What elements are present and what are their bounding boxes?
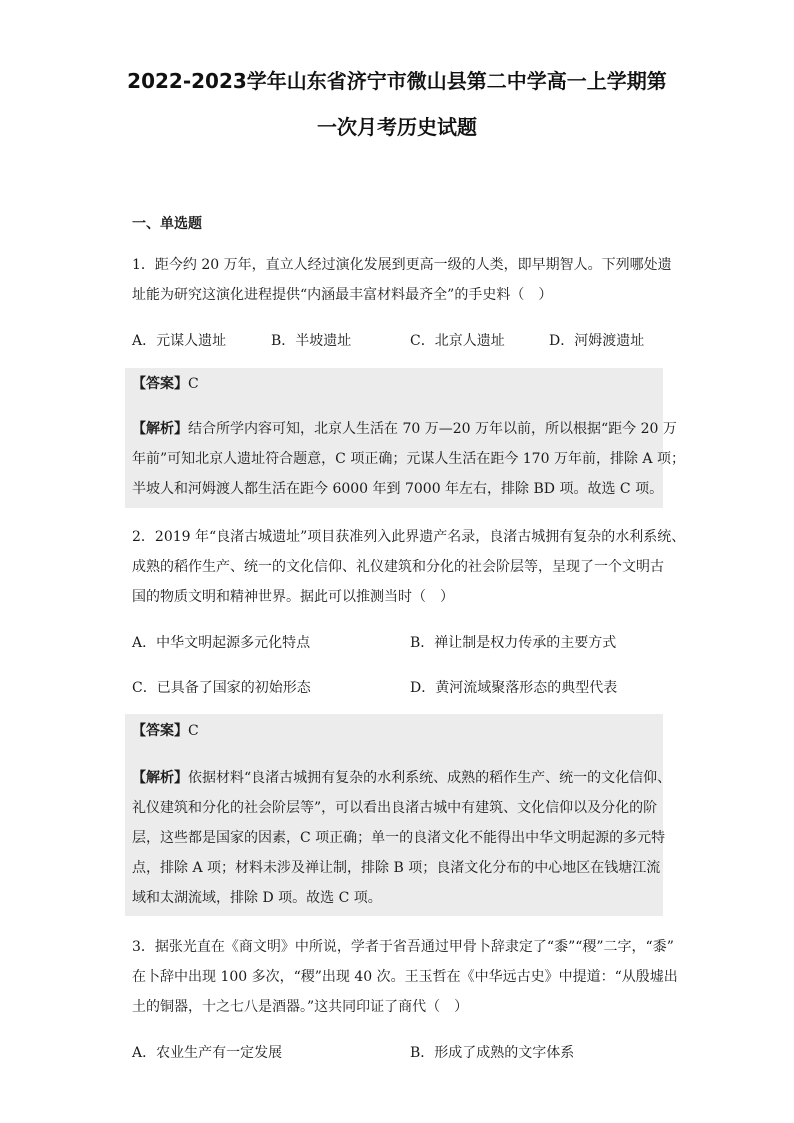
- question-3-stem: [132, 932, 678, 1022]
- question-1-answer: [132, 369, 662, 399]
- answer-value: C: [188, 376, 199, 392]
- question-1-option-a: A．元谋人遗址: [132, 333, 227, 349]
- analysis-line: 域和太湖流域，排除 D 项。故选 C 项。: [132, 890, 382, 906]
- question-1-stem: [132, 250, 672, 310]
- analysis-label: 【解析】: [132, 770, 188, 786]
- question-2-option-a: A．中华文明起源多元化特点: [132, 635, 311, 651]
- question-1-option-d: D．河姆渡遗址: [549, 333, 645, 349]
- analysis-line: [132, 763, 672, 793]
- question-2-answer: [132, 716, 662, 746]
- analysis-text: 依据材料“良渚古城拥有复杂的水利系统、成熟的稻作生产、统一的文化信仰、: [188, 770, 672, 786]
- document-title-line-2: 一次月考历史试题: [317, 115, 477, 139]
- question-2-stem-line: 国的物质文明和精神世界。据此可以推测当时（ ）: [132, 589, 454, 605]
- analysis-line: 年前”可知北京人遗址符合题意，C 项正确；元谋人生活在距今 170 万年前，排除 A 项；: [132, 451, 685, 467]
- document-title-line-1: 2022-2023学年山东省济宁市微山县第二中学高一上学期第: [127, 69, 667, 93]
- analysis-label: 【解析】: [132, 421, 188, 437]
- question-2-stem: [132, 522, 686, 612]
- analysis-line: 点，排除 A 项；材料未涉及禅让制，排除 B 项；良渚文化分布的中心地区在钱塘江流: [132, 860, 661, 876]
- analysis-line: 层，这些都是国家的因素，C 项正确；单一的良渚文化不能得出中华文明起源的多元特: [132, 830, 666, 846]
- question-3-stem-line: 在卜辞中出现 100 多次，“稷”出现 40 次。王玉哲在《中华远古史》中提道：“从殷墟出: [132, 969, 678, 985]
- question-2-option-b: B．禅让制是权力传承的主要方式: [410, 635, 617, 651]
- question-2-option-d: D．黄河流域聚落形态的典型代表: [410, 680, 618, 696]
- analysis-text: 结合所学内容可知，北京人生活在 70 万—20 万年以前，所以根据“距今 20 万: [188, 421, 677, 437]
- question-1-option-b: B．半坡遗址: [271, 333, 352, 349]
- question-2-option-c: C．已具备了国家的初始形态: [132, 680, 311, 696]
- question-1-stem-line: 1．距今约 20 万年，直立人经过演化发展到更高一级的人类，即早期智人。下列哪处遗: [132, 257, 672, 273]
- analysis-line: 半坡人和河姆渡人都生活在距今 6000 年到 7000 年左右，排除 BD 项。故选 C 项。: [132, 481, 664, 497]
- question-3-option-b: B．形成了成熟的文字体系: [410, 1045, 575, 1061]
- answer-line: [132, 369, 662, 399]
- question-1-analysis: [132, 414, 685, 504]
- question-3-stem-line: 土的铜器，十之七八是酒器。”这共同印证了商代（ ）: [132, 999, 469, 1015]
- analysis-line: 礼仪建筑和分化的社会阶层等”，可以看出良渚古城中有建筑、文化信仰以及分化的阶: [132, 800, 658, 816]
- question-2-analysis: [132, 763, 672, 913]
- question-1-stem-line: 址能为研究这演化进程提供“内涵最丰富材料最齐全”的手史料（ ）: [132, 287, 553, 303]
- question-3-option-a: A．农业生产有一定发展: [132, 1045, 283, 1061]
- question-2-stem-line: 成熟的稻作生产、统一的文化信仰、礼仪建筑和分化的社会阶层等，呈现了一个文明古: [132, 559, 664, 575]
- answer-line: [132, 716, 662, 746]
- answer-label: 【答案】: [132, 376, 188, 392]
- analysis-line: [132, 414, 677, 444]
- question-2-stem-line: 2．2019 年“良渚古城遗址”项目获准列入此界遗产名录，良渚古城拥有复杂的水利系统、: [132, 529, 686, 545]
- answer-label: 【答案】: [132, 723, 188, 739]
- answer-value: C: [188, 723, 199, 739]
- question-1-option-c: C．北京人遗址: [410, 333, 505, 349]
- question-3-stem-line: 3．据张光直在《商文明》中所说，学者于省吾通过甲骨卜辞隶定了“黍”“稷”二字，“黍”: [132, 939, 674, 955]
- section-heading: 一、单选题: [132, 216, 202, 232]
